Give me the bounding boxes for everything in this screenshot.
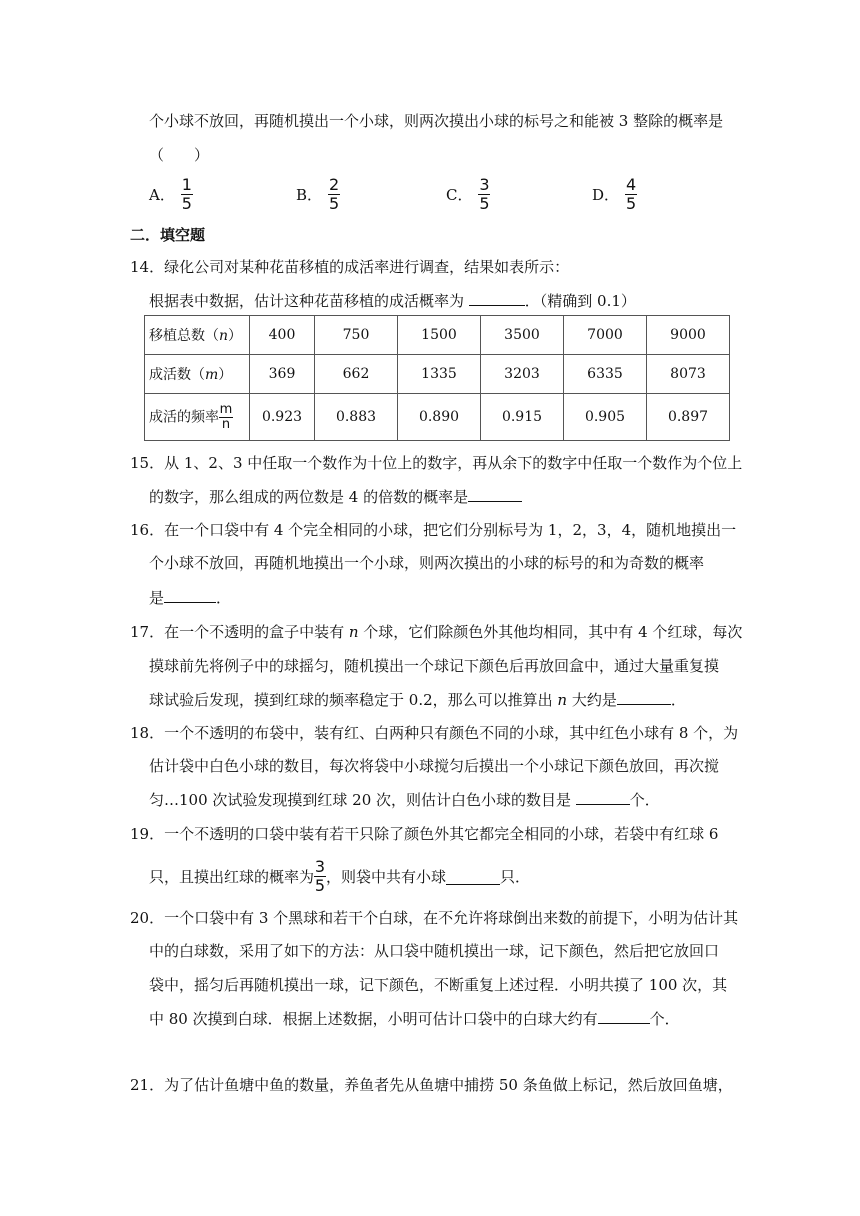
table-row bbox=[145, 394, 730, 441]
table-cell: 0.923 bbox=[250, 394, 315, 441]
q17-text-line1: 17．在一个不透明的盒子中装有 n 个球，它们除颜色外其他均相同，其中有 4 个红球，每次 bbox=[130, 623, 743, 641]
option-a-label: A． bbox=[149, 186, 175, 204]
q16-text-line2: 个小球不放回，再随机地摸出一个小球，则两次摸出的小球的标号的和为奇数的概率 bbox=[149, 554, 705, 572]
option-c-fraction: $\frac{3}{5}$ bbox=[479, 175, 490, 213]
q19-text-line1: 19．一个不透明的口袋中装有若干只除了颜色外其它都完全相同的小球，若袋中有红球 6 bbox=[130, 825, 719, 843]
option-a-fraction: $\frac{1}{5}$ bbox=[181, 175, 192, 213]
q19-answer-blank[interactable] bbox=[446, 869, 500, 885]
table-row bbox=[145, 316, 730, 355]
option-d-fraction: $\frac{4}{5}$ bbox=[625, 175, 637, 213]
q15-text-line1: 15．从 1、2、3 中任取一个数作为十位上的数字，再从余下的数字中任取一个数作为个位上 bbox=[130, 454, 743, 472]
q18-text-line1: 18．一个不透明的布袋中，装有红、白两种只有颜色不同的小球，其中红色小球有 8 个，为 bbox=[130, 724, 739, 742]
section-title: 二．填空题 bbox=[130, 226, 206, 244]
q14-text-line2: 根据表中数据，估计这种花苗移植的成活概率为 ．（精确到 0.1） bbox=[149, 292, 636, 310]
q16-text-line1: 16．在一个口袋中有 4 个完全相同的小球，把它们分别标号为 1，2，3，4，随机地摸出一 bbox=[130, 521, 737, 539]
option-d-label: D． bbox=[592, 186, 620, 204]
option-b[interactable] bbox=[296, 176, 340, 213]
q18-answer-blank[interactable] bbox=[576, 789, 630, 805]
table-cell: 6335 bbox=[564, 355, 647, 394]
table-cell: 1500 bbox=[398, 316, 481, 355]
option-b-label: B． bbox=[296, 186, 323, 204]
q13-text-line1: 个小球不放回，再随机摸出一个小球，则两次摸出小球的标号之和能被 3 整除的概率是 bbox=[149, 112, 724, 130]
table-cell: 9000 bbox=[647, 316, 730, 355]
q21-text-line1: 21．为了估计鱼塘中鱼的数量，养鱼者先从鱼塘中捕捞 50 条鱼做上标记，然后放回鱼塘， bbox=[130, 1076, 733, 1094]
table-cell: 0.905 bbox=[564, 394, 647, 441]
q13-answer-paren: （ ） bbox=[149, 146, 210, 164]
table-cell: 0.883 bbox=[315, 394, 398, 441]
q15-text-line2: 的数字，那么组成的两位数是 4 的倍数的概率是 bbox=[149, 486, 522, 507]
option-b-fraction: $\frac{2}{5}$ bbox=[328, 175, 340, 213]
q14-text-line1: 14．绿化公司对某种花苗移植的成活率进行调查，结果如表所示： bbox=[130, 258, 570, 276]
table-cell: 662 bbox=[315, 355, 398, 394]
q19-fraction: $\frac{3}{5}$ bbox=[314, 857, 326, 895]
table-cell: 0.890 bbox=[398, 394, 481, 441]
q17-text-line2: 摸球前先将例子中的球摇匀，随机摸出一个球记下颜色后再放回盒中，通过大量重复摸 bbox=[149, 657, 720, 675]
q20-answer-blank[interactable] bbox=[598, 1008, 650, 1024]
row-label-total: 移植总数（n） bbox=[145, 316, 250, 355]
table-row bbox=[145, 355, 730, 394]
q17-text-line3: 球试验后发现，摸到红球的频率稳定于 0.2，那么可以推算出 n 大约是 ． bbox=[149, 691, 686, 709]
m-over-n-fraction: $\frac{m}{n}$ bbox=[219, 401, 233, 432]
table-cell: 3203 bbox=[481, 355, 564, 394]
table-cell: 369 bbox=[250, 355, 315, 394]
row-label-frequency: 成活的频率 $\frac{m}{n}$ bbox=[145, 394, 250, 441]
option-a[interactable] bbox=[149, 176, 193, 213]
option-c-label: C． bbox=[446, 186, 473, 204]
table-cell: 0.897 bbox=[647, 394, 730, 441]
table-cell: 750 bbox=[315, 316, 398, 355]
q14-answer-blank[interactable] bbox=[469, 290, 525, 306]
q16-answer-blank[interactable] bbox=[164, 587, 216, 603]
q15-answer-blank[interactable] bbox=[468, 486, 522, 502]
q17-answer-blank[interactable] bbox=[617, 689, 671, 705]
q18-text-line3: 匀…100 次试验发现摸到红球 20 次，则估计白色小球的数目是 个． bbox=[149, 791, 660, 809]
q18-text-line2: 估计袋中白色小球的数目，每次将袋中小球搅匀后摸出一个小球记下颜色放回，再次搅 bbox=[149, 757, 720, 775]
table-cell: 8073 bbox=[647, 355, 730, 394]
q20-text-line4: 中 80 次摸到白球．根据上述数据，小明可估计口袋中的白球大约有 个． bbox=[149, 1010, 680, 1028]
table-cell: 1335 bbox=[398, 355, 481, 394]
table-cell: 400 bbox=[250, 316, 315, 355]
q20-text-line1: 20．一个口袋中有 3 个黑球和若干个白球，在不允许将球倒出来数的前提下，小明为估计其 bbox=[130, 909, 739, 927]
q19-text-line2: 只，且摸出红球的概率为 $\frac{3}{5}$ ，则袋中共有小球 只． bbox=[149, 857, 531, 895]
q20-text-line2: 中的白球数，采用了如下的方法：从口袋中随机摸出一球，记下颜色，然后把它放回口 bbox=[149, 942, 720, 960]
table-cell: 3500 bbox=[481, 316, 564, 355]
row-label-survived: 成活数（m） bbox=[145, 355, 250, 394]
q16-text-line3: 是 ． bbox=[149, 589, 232, 607]
q20-text-line3: 袋中，摇匀后再随机摸出一球，记下颜色，不断重复上述过程．小明共摸了 100 次，其 bbox=[149, 976, 728, 994]
option-d[interactable] bbox=[592, 176, 637, 213]
option-c[interactable] bbox=[446, 176, 490, 213]
table-cell: 7000 bbox=[564, 316, 647, 355]
survival-rate-table bbox=[144, 315, 730, 441]
table-cell: 0.915 bbox=[481, 394, 564, 441]
